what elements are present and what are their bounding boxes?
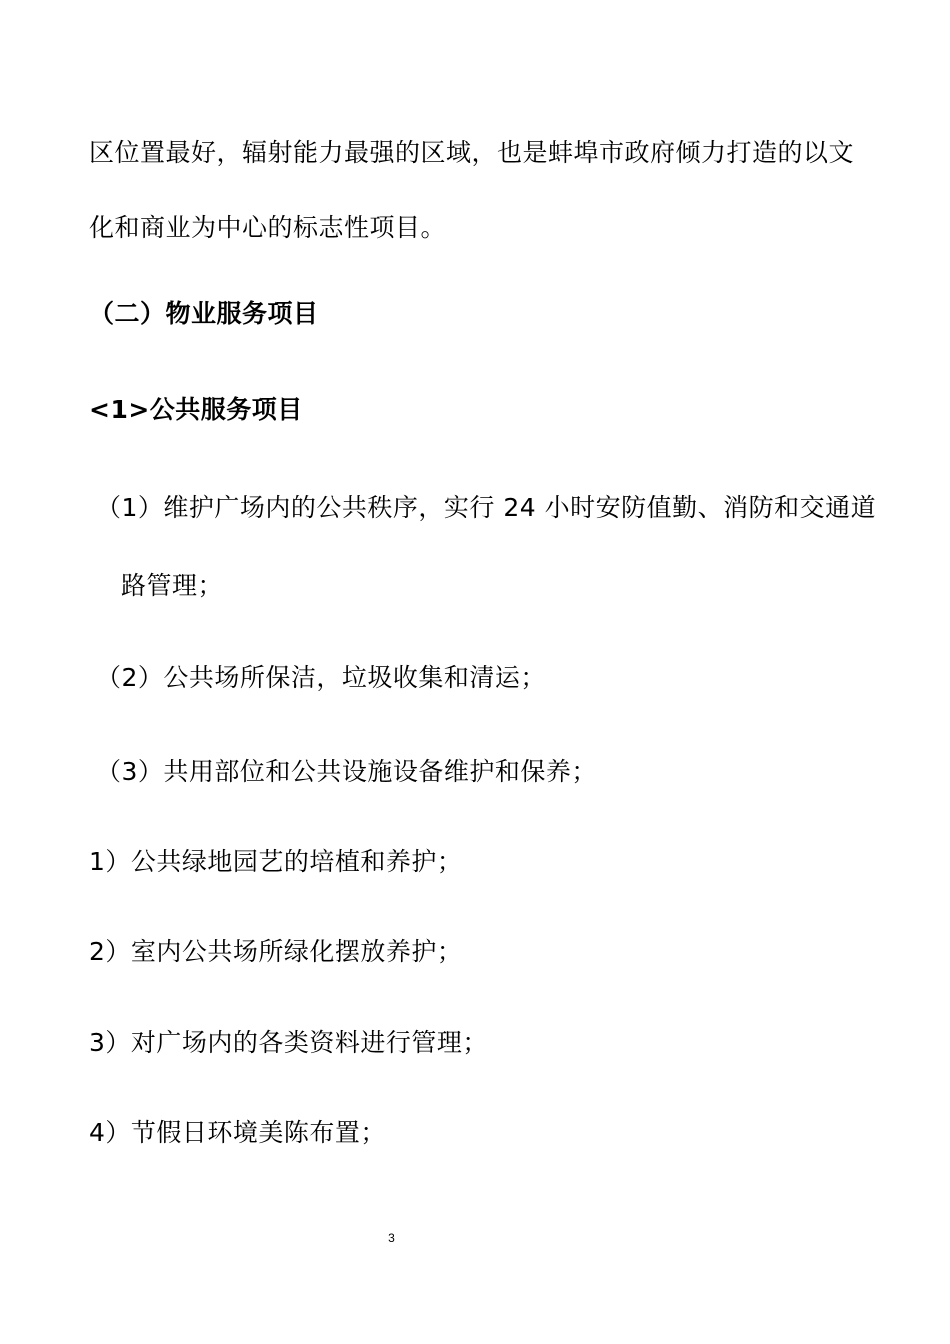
sub-list-item-3: 3）对广场内的各类资料进行管理；	[89, 1028, 488, 1057]
sub-list-item-4: 4）节假日环境美陈布置；	[89, 1118, 386, 1147]
list-item-1-line-2: 路管理；	[121, 571, 224, 600]
sub-list-item-2: 2）室内公共场所绿化摆放养护；	[89, 937, 463, 966]
list-item-3: （3）共用部位和公共设施设备维护和保养；	[96, 757, 597, 786]
list-item-1-line-1: （1）维护广场内的公共秩序，实行 24 小时安防值勤、消防和交通道	[96, 493, 877, 522]
page-number: 3	[388, 1231, 395, 1245]
sub-list-item-1: 1）公共绿地园艺的培植和养护；	[89, 847, 463, 876]
list-item-2: （2）公共场所保洁，垃圾收集和清运；	[96, 663, 546, 692]
section-heading: （二）物业服务项目	[89, 299, 319, 328]
paragraph-line-2: 化和商业为中心的标志性项目。	[89, 213, 447, 242]
paragraph-line-1: 区位置最好，辐射能力最强的区域，也是蚌埠市政府倾力打造的以文	[89, 138, 855, 167]
subsection-heading: <1>公共服务项目	[89, 395, 303, 424]
